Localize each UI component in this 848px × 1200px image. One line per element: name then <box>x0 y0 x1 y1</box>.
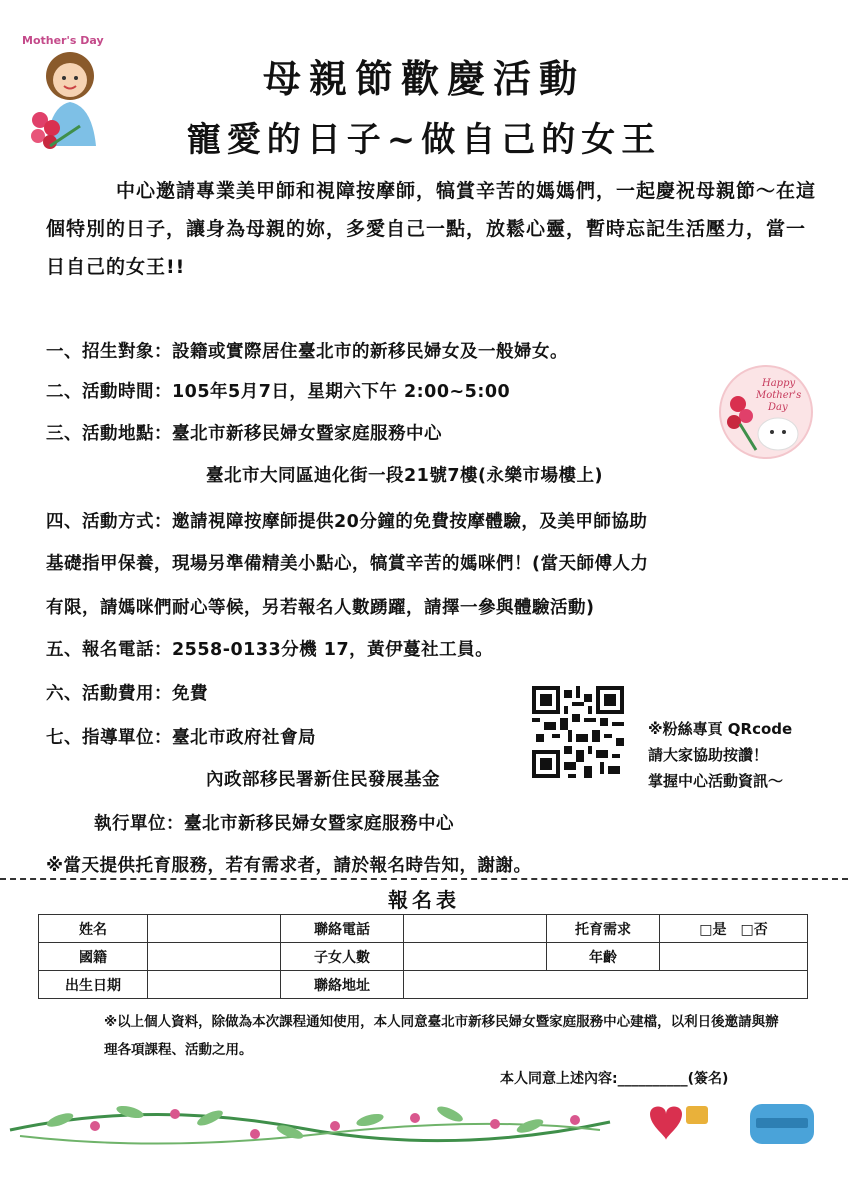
heart-logo-icon <box>650 1107 682 1141</box>
intro-paragraph: 中心邀請專業美甲師和視障按摩師，犒賞辛苦的媽媽們，一起慶祝母親節～在這個特別的日子，讓身為母親的妳，多愛自己一點，放鬆心靈，暫時忘記生活壓力，當一日自己的女王!! <box>46 180 817 278</box>
item-target: 一、招生對象：設籍或實際居住臺北市的新移民婦女及一般婦女。 <box>46 342 568 362</box>
age-field[interactable] <box>660 943 808 971</box>
item-fee: 六、活動費用：免費 <box>46 684 208 704</box>
signature-line[interactable]: 本人同意上述內容:__________(簽名) <box>500 1071 729 1087</box>
card-text-mothers: Mother's <box>756 390 802 401</box>
label-age: 年齡 <box>547 943 660 971</box>
qrcode-note-line-3: 掌握中心活動資訊～ <box>648 772 784 790</box>
item-phone: 五、報名電話：2558-0133分機 17，黃伊蔓社工員。 <box>46 640 494 660</box>
name-field[interactable] <box>148 915 281 943</box>
label-birthdate: 出生日期 <box>39 971 148 999</box>
table-row <box>39 915 808 943</box>
floral-garland-decoration <box>0 1090 620 1160</box>
phone-field[interactable] <box>404 915 547 943</box>
qrcode-note <box>648 716 792 794</box>
organization-logos <box>640 1100 820 1150</box>
table-row <box>39 971 808 999</box>
item-time: 二、活動時間：105年5月7日，星期六下午 2:00~5:00 <box>46 382 511 402</box>
cut-line <box>0 878 848 880</box>
happy-mothers-day-card-illustration <box>716 364 816 460</box>
item-executor: 執行單位：臺北市新移民婦女暨家庭服務中心 <box>94 814 454 834</box>
registration-form-table <box>38 914 808 999</box>
item-guidance-2: 內政部移民署新住民發展基金 <box>206 770 440 790</box>
badge-logo-icon <box>686 1106 708 1124</box>
item-method-1: 四、活動方式：邀請視障按摩師提供20分鐘的免費按摩體驗，及美甲師協助 <box>46 512 648 532</box>
card-text-happy: Happy <box>762 378 796 389</box>
item-method-3: 有限，請媽咪們耐心等候，另若報名人數踴躍，請擇一參與體驗活動) <box>46 598 595 618</box>
mothers-day-badge: Mother's Day <box>22 34 104 47</box>
qrcode-note-line-1: ※粉絲專頁 QRcode <box>648 720 793 738</box>
qrcode-image[interactable] <box>532 686 624 778</box>
label-childcare: 托育需求 <box>547 915 660 943</box>
table-row <box>39 943 808 971</box>
form-title: 報名表 <box>388 888 460 912</box>
label-name: 姓名 <box>39 915 148 943</box>
childcare-checkboxes[interactable]: □是 □否 <box>660 915 808 943</box>
item-address: 臺北市大同區迪化街一段21號7樓(永樂市場樓上) <box>206 466 604 486</box>
nationality-field[interactable] <box>148 943 281 971</box>
item-place: 三、活動地點：臺北市新移民婦女暨家庭服務中心 <box>46 424 442 444</box>
title-line-2: 寵愛的日子~做自己的女王 <box>186 120 662 160</box>
title-line-1: 母親節歡慶活動 <box>262 56 585 101</box>
item-method-2: 基礎指甲保養，現場另準備精美小點心，犒賞辛苦的媽咪們！(當天師傅人力 <box>46 554 649 574</box>
label-address: 聯絡地址 <box>281 971 404 999</box>
card-text-day: Day <box>768 402 788 413</box>
label-nationality: 國籍 <box>39 943 148 971</box>
item-childcare: ※當天提供托育服務，若有需求者，請於報名時告知，謝謝。 <box>46 856 532 876</box>
item-guidance: 七、指導單位：臺北市政府社會局 <box>46 728 316 748</box>
children-count-field[interactable] <box>404 943 547 971</box>
label-children-count: 子女人數 <box>281 943 404 971</box>
birthdate-field[interactable] <box>148 971 281 999</box>
label-phone: 聯絡電話 <box>281 915 404 943</box>
address-field[interactable] <box>404 971 808 999</box>
qrcode-note-line-2: 請大家協助按讚！ <box>648 746 769 764</box>
privacy-consent-text: ※以上個人資料，除做為本次課程通知使用，本人同意臺北市新移民婦女暨家庭服務中心建檔，以利日後邀請與辦理各項課程、活動之用。 <box>104 1014 779 1058</box>
